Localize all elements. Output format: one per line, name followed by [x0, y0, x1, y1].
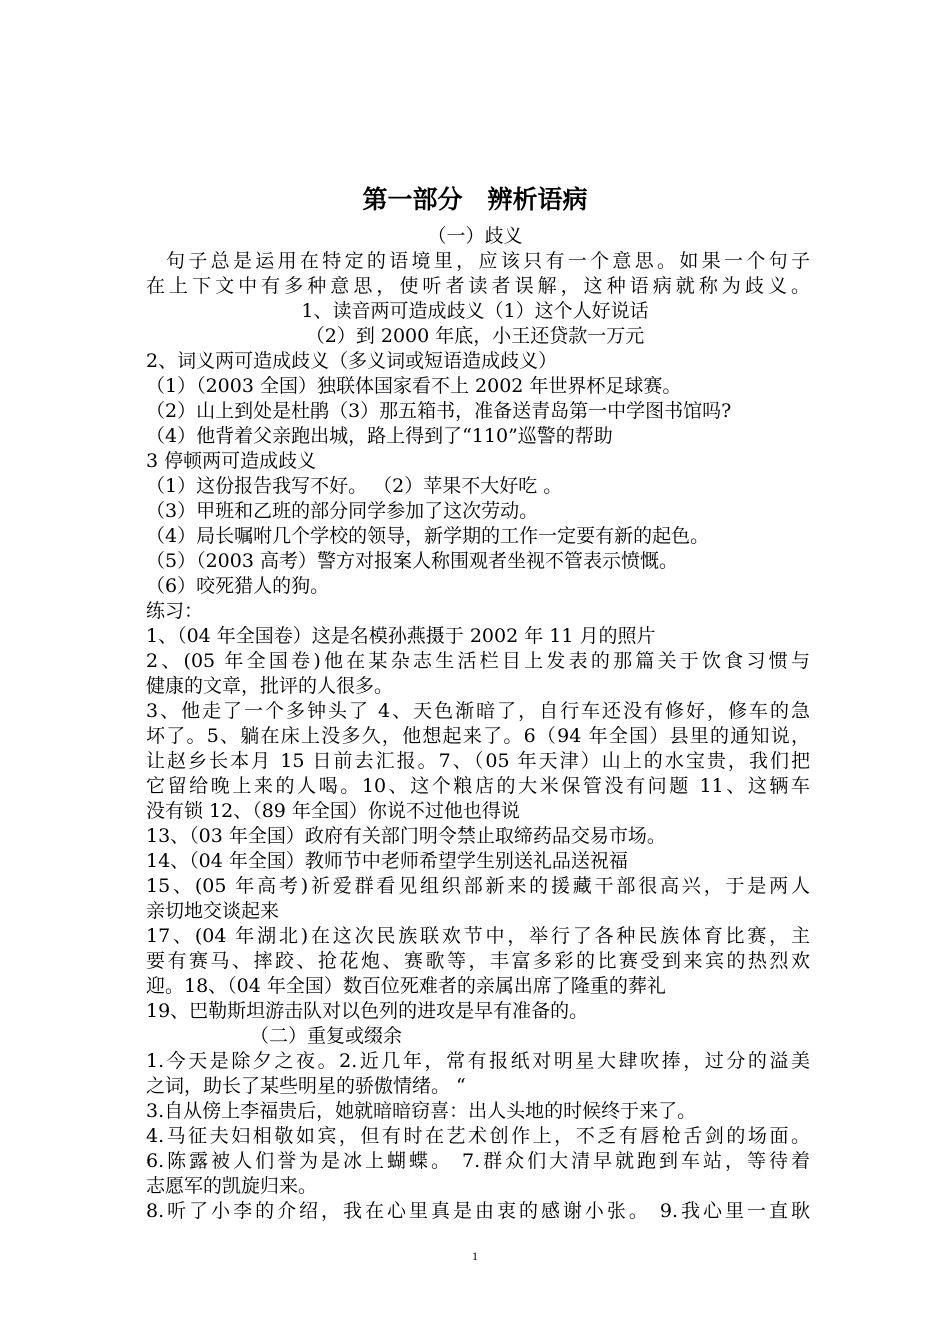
paragraph-line: 迎。18、（04 年全国）数百位死难者的亲属出席了隆重的葬礼 [146, 975, 666, 997]
section-heading-ambiguity: （一）歧义 [427, 225, 523, 247]
paragraph-line: 1、（04 年全国卷）这是名模孙燕摄于 2002 年 11 月的照片 [146, 625, 656, 647]
paragraph-line: 4.马征夫妇相敬如宾，但有时在艺术创作上，不乏有唇枪舌剑的场面。 [146, 1125, 810, 1147]
paragraph-line: 2、词义两可造成歧义（多义词或短语造成歧义） [146, 350, 558, 372]
paragraph-line: （4）局长嘱咐几个学校的领导，新学期的工作一定要有新的起色。 [146, 525, 710, 547]
paragraph-line: 19、巴勒斯坦游击队对以色列的进攻是早有准备的。 [146, 1000, 589, 1022]
paragraph-line: 健康的文章，批评的人很多。 [146, 675, 394, 697]
paragraph-line: （6）咬死猎人的狗。 [146, 575, 330, 597]
paragraph-line: （1）（2003 全国）独联体国家看不上 2002 年世界杯足球赛。 [146, 375, 682, 397]
paragraph-line: 3、他走了一个多钟头了 4、天色渐暗了，自行车还没有修好，修车的急 [146, 700, 810, 722]
paragraph-line: 2、(05 年全国卷)他在某杂志生活栏目上发表的那篇关于饮食习惯与 [146, 650, 810, 672]
paragraph-line: 句子总是运用在特定的语境里，应该只有一个意思。如果一个句子 [166, 250, 810, 272]
paragraph-line: 1、读音两可造成歧义（1）这个人好说话 [301, 300, 649, 322]
paragraph-line: 17、(04 年湖北)在这次民族联欢节中，举行了各种民族体育比赛，主 [146, 925, 810, 947]
paragraph-line: 没有锁 12、（89 年全国）你说不过他也得说 [146, 800, 520, 822]
paragraph-line: 坏了。5、躺在床上没多久，他想起来了。6（94 年全国）县里的通知说， [146, 725, 810, 747]
paragraph-line: 之词，助长了某些明星的骄傲情绪。 “ [146, 1075, 466, 1097]
paragraph-line: 在上下文中有多种意思，使听者读者误解，这种语病就称为歧义。 [146, 275, 810, 297]
paragraph-line: 亲切地交谈起来 [146, 900, 280, 922]
paragraph-line: 13、（03 年全国）政府有关部门明令禁止取缔药品交易市场。 [146, 825, 666, 847]
paragraph-line: 志愿军的凯旋归来。 [146, 1175, 318, 1197]
paragraph-line: （5）（2003 高考）警方对报案人称围观者坐视不管表示愤慨。 [146, 550, 678, 572]
paragraph-line: 1.今天是除夕之夜。2.近几年，常有报纸对明星大肆吹捧，过分的溢美 [146, 1050, 810, 1072]
paragraph-line: （4）他背着父亲跑出城，路上得到了“110”巡警的帮助 [146, 425, 613, 447]
paragraph-line: （3）甲班和乙班的部分同学参加了这次劳动。 [146, 500, 539, 522]
paragraph-line: （2）山上到处是杜鹃（3）那五箱书，准备送青岛第一中学图书馆吗? [146, 400, 732, 422]
paragraph-line: （2）到 2000 年底，小王还贷款一万元 [305, 325, 645, 347]
paragraph-line: （1）这份报告我写不好。 （2）苹果不大好吃 。 [146, 475, 563, 497]
section-heading-redundancy: （二）重复或缀余 [250, 1025, 403, 1047]
paragraph-line: 让赵乡长本月 15 日前去汇报。7、（05 年天津）山上的水宝贵，我们把 [146, 750, 810, 772]
paragraph-line: 3 停顿两可造成歧义 [146, 450, 317, 472]
page-number: 1 [472, 1249, 478, 1263]
page-title: 第一部分 辨析语病 [362, 185, 588, 214]
paragraph-line: 3.自从傍上李福贵后，她就暗暗窃喜：出人头地的时候终于来了。 [146, 1100, 697, 1122]
paragraph-line: 它留给晚上来的人喝。10、这个粮店的大米保管没有问题 11、这辆车 [146, 775, 810, 797]
paragraph-line: 15、(05 年高考)祈爱群看见组织部新来的援藏干部很高兴，于是两人 [146, 875, 810, 897]
paragraph-line: 6.陈露被人们誉为是冰上蝴蝶。 7.群众们大清早就跑到车站，等待着 [146, 1150, 810, 1172]
paragraph-line: 14、（04 年全国）教师节中老师希望学生别送礼品送祝福 [146, 850, 628, 872]
paragraph-line: 要有赛马、摔跤、抢花炮、赛歌等，丰富多彩的比赛受到来宾的热烈欢 [146, 950, 810, 972]
exercise-heading: 练习： [146, 600, 204, 622]
paragraph-line: 8.听了小李的介绍，我在心里真是由衷的感谢小张。 9.我心里一直耿 [146, 1200, 810, 1222]
